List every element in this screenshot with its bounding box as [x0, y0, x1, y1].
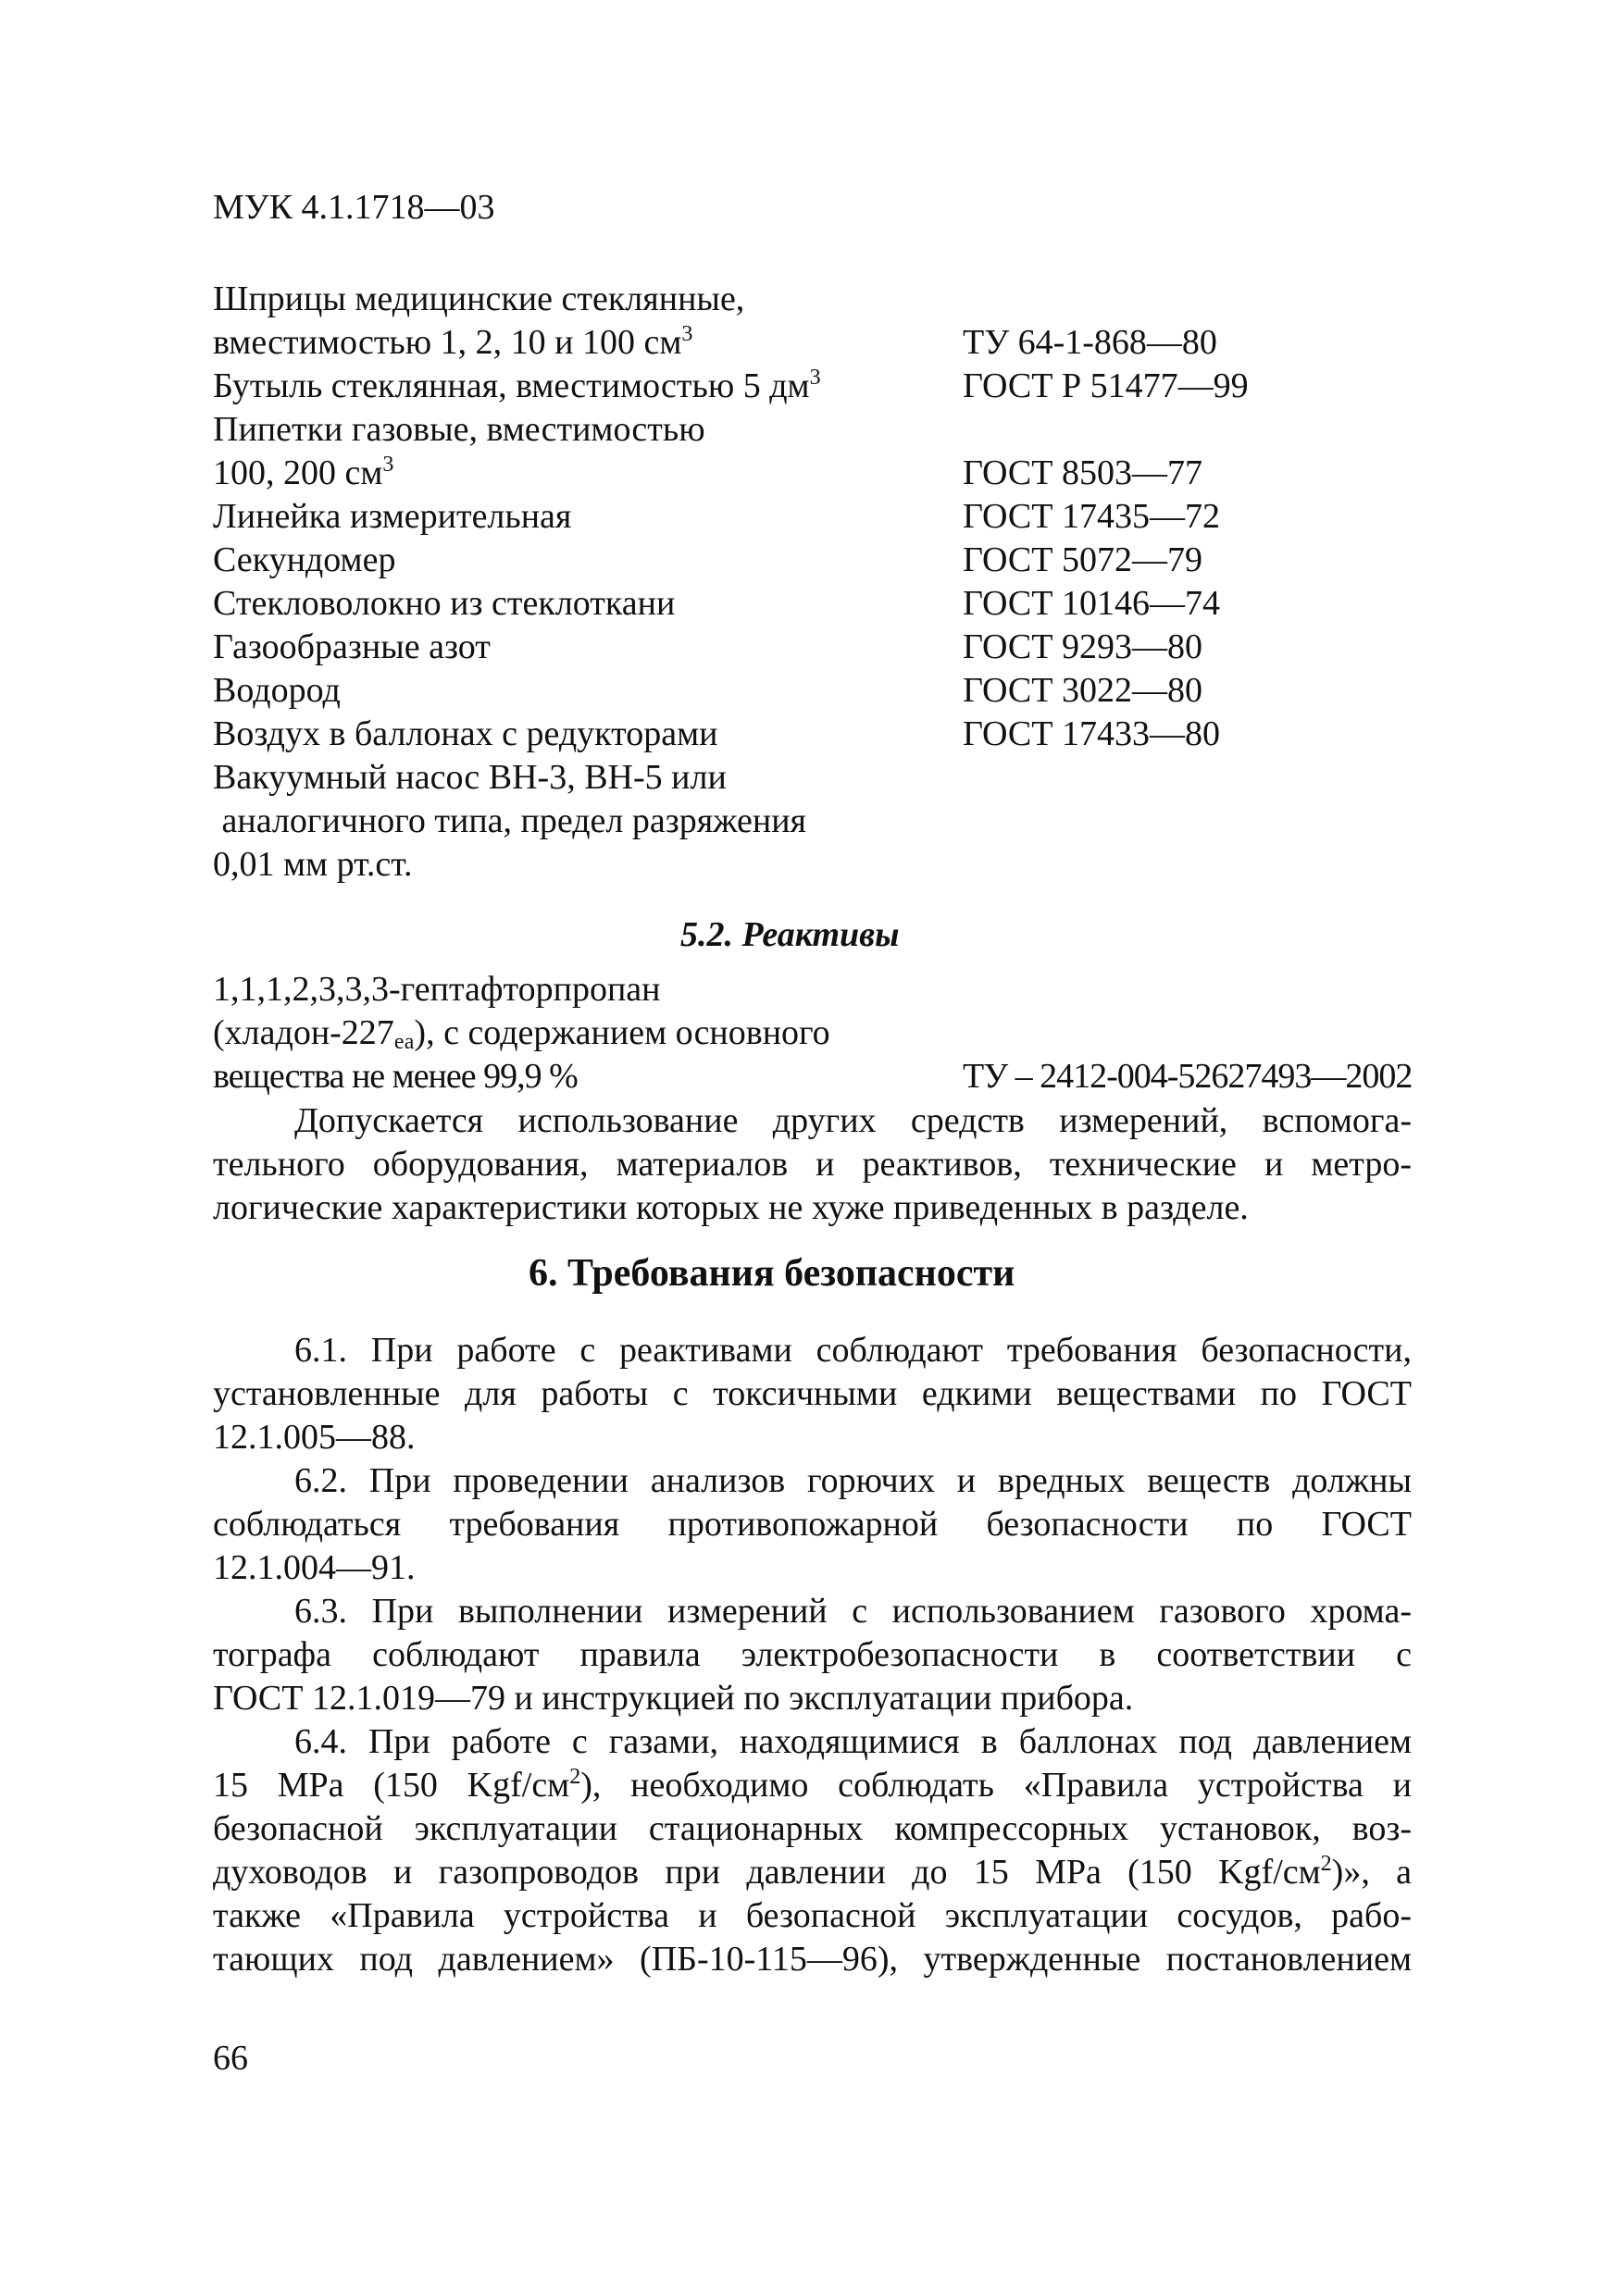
equipment-item: 0,01 мм рт.ст.	[213, 845, 413, 884]
equipment-standard: ГОСТ 8503—77	[963, 453, 1202, 492]
safety-paragraph-6-4	[213, 1720, 1412, 1981]
equipment-item: Шприцы медицинские стеклянные,	[213, 279, 745, 318]
paragraph-line: ГОСТ 12.1.019—79 и инструкцией по эксплуатации прибора.	[213, 1679, 1134, 1718]
equipment-standard: ГОСТ Р 51477—99	[963, 366, 1249, 405]
equipment-item: вместимостью 1, 2, 10 и 100 $см^3$	[213, 322, 693, 362]
paragraph-line: 6.4. При работе с газами, находящимися в баллонах под давлением	[294, 1722, 1412, 1761]
paragraph-line: тающих под давлением» (ПБ-10-115—96), утвержденные постановлением	[213, 1940, 1412, 1979]
equipment-item: Газообразные азот	[213, 627, 491, 666]
safety-paragraph-6-3	[213, 1590, 1412, 1720]
paragraph-line: установленные для работы с токсичными едкими веществами по ГОСТ	[213, 1374, 1412, 1413]
reagents-heading: 5.2. Реактивы	[680, 915, 900, 954]
paragraph-line: духоводов и газопроводов при давлении до 15 MPa (150 Kgf/$см^2$)», а	[213, 1852, 1412, 1892]
reagent-name: $(хладон-227_{еа})$, с содержанием основного	[213, 1013, 830, 1054]
equipment-item: Водород	[213, 671, 341, 710]
paragraph-line: 12.1.004—91.	[213, 1548, 416, 1587]
paragraph-line: 12.1.005—88.	[213, 1418, 416, 1457]
document-code: МУК 4.1.1718—03	[213, 188, 495, 227]
equipment-item: Вакуумный насос ВН-3, ВН-5 или	[213, 758, 727, 797]
note-paragraph	[213, 1099, 1412, 1230]
equipment-item: Стекловолокно из стеклоткани	[213, 584, 676, 623]
page-number: 66	[213, 2039, 248, 2078]
safety-paragraph-6-2	[213, 1459, 1412, 1590]
paragraph-line: Допускается использование других средств измерений, вспомога-	[294, 1101, 1412, 1140]
paragraph-line: тельного оборудования, материалов и реактивов, технические и метро-	[213, 1145, 1412, 1184]
equipment-item: 100, 200 $см^3$	[213, 453, 394, 492]
paragraph-line: безопасной эксплуатации стационарных компрессорных установок, воз-	[213, 1809, 1412, 1848]
reagent-purity: вещества не менее 99,9 %	[213, 1057, 578, 1096]
equipment-standard: ГОСТ 17433—80	[963, 714, 1220, 753]
equipment-item: Воздух в баллонах с редукторами	[213, 714, 718, 753]
equipment-standard: ГОСТ 10146—74	[963, 584, 1220, 623]
equipment-item: аналогичного типа, предел разряжения	[213, 801, 807, 840]
equipment-standard: ГОСТ 5072—79	[963, 540, 1202, 579]
equipment-standard: ГОСТ 9293—80	[963, 627, 1202, 666]
equipment-standard: ГОСТ 3022—80	[963, 671, 1202, 710]
paragraph-line: тографа соблюдают правила электробезопасности в соответствии с	[213, 1635, 1412, 1674]
paragraph-line: 6.1. При работе с реактивами соблюдают требования безопасности,	[294, 1331, 1412, 1370]
equipment-standard: ТУ 64-1-868—80	[963, 323, 1217, 362]
reagent-standard: ТУ – 2412-004-52627493—2002	[963, 1057, 1413, 1096]
section-heading: 6. Требования безопасности	[529, 1252, 1015, 1295]
equipment-standard: ГОСТ 17435—72	[963, 497, 1220, 536]
paragraph-line: 6.3. При выполнении измерений с использованием газового хрома-	[294, 1592, 1412, 1631]
equipment-item: Линейка измерительная	[213, 497, 572, 536]
paragraph-line: логические характеристики которых не хуже приведенных в разделе.	[213, 1188, 1249, 1227]
reagent-name: 1,1,1,2,3,3,3-гептафторпропан	[213, 970, 661, 1009]
paragraph-line: соблюдаться требования противопожарной безопасности по ГОСТ	[213, 1505, 1412, 1544]
safety-paragraph-6-1	[213, 1329, 1412, 1459]
paragraph-line: 15 MPa (150 Kgf/$см^2$), необходимо соблюдать «Правила устройства и	[213, 1765, 1412, 1805]
paragraph-line: 6.2. При проведении анализов горючих и вредных веществ должны	[294, 1461, 1412, 1500]
equipment-item: Бутыль стеклянная, вместимостью 5 $дм^3$	[213, 366, 821, 405]
paragraph-line: также «Правила устройства и безопасной эксплуатации сосудов, рабо-	[213, 1896, 1412, 1935]
equipment-item: Пипетки газовые, вместимостью	[213, 410, 705, 449]
equipment-item: Секундомер	[213, 540, 396, 579]
